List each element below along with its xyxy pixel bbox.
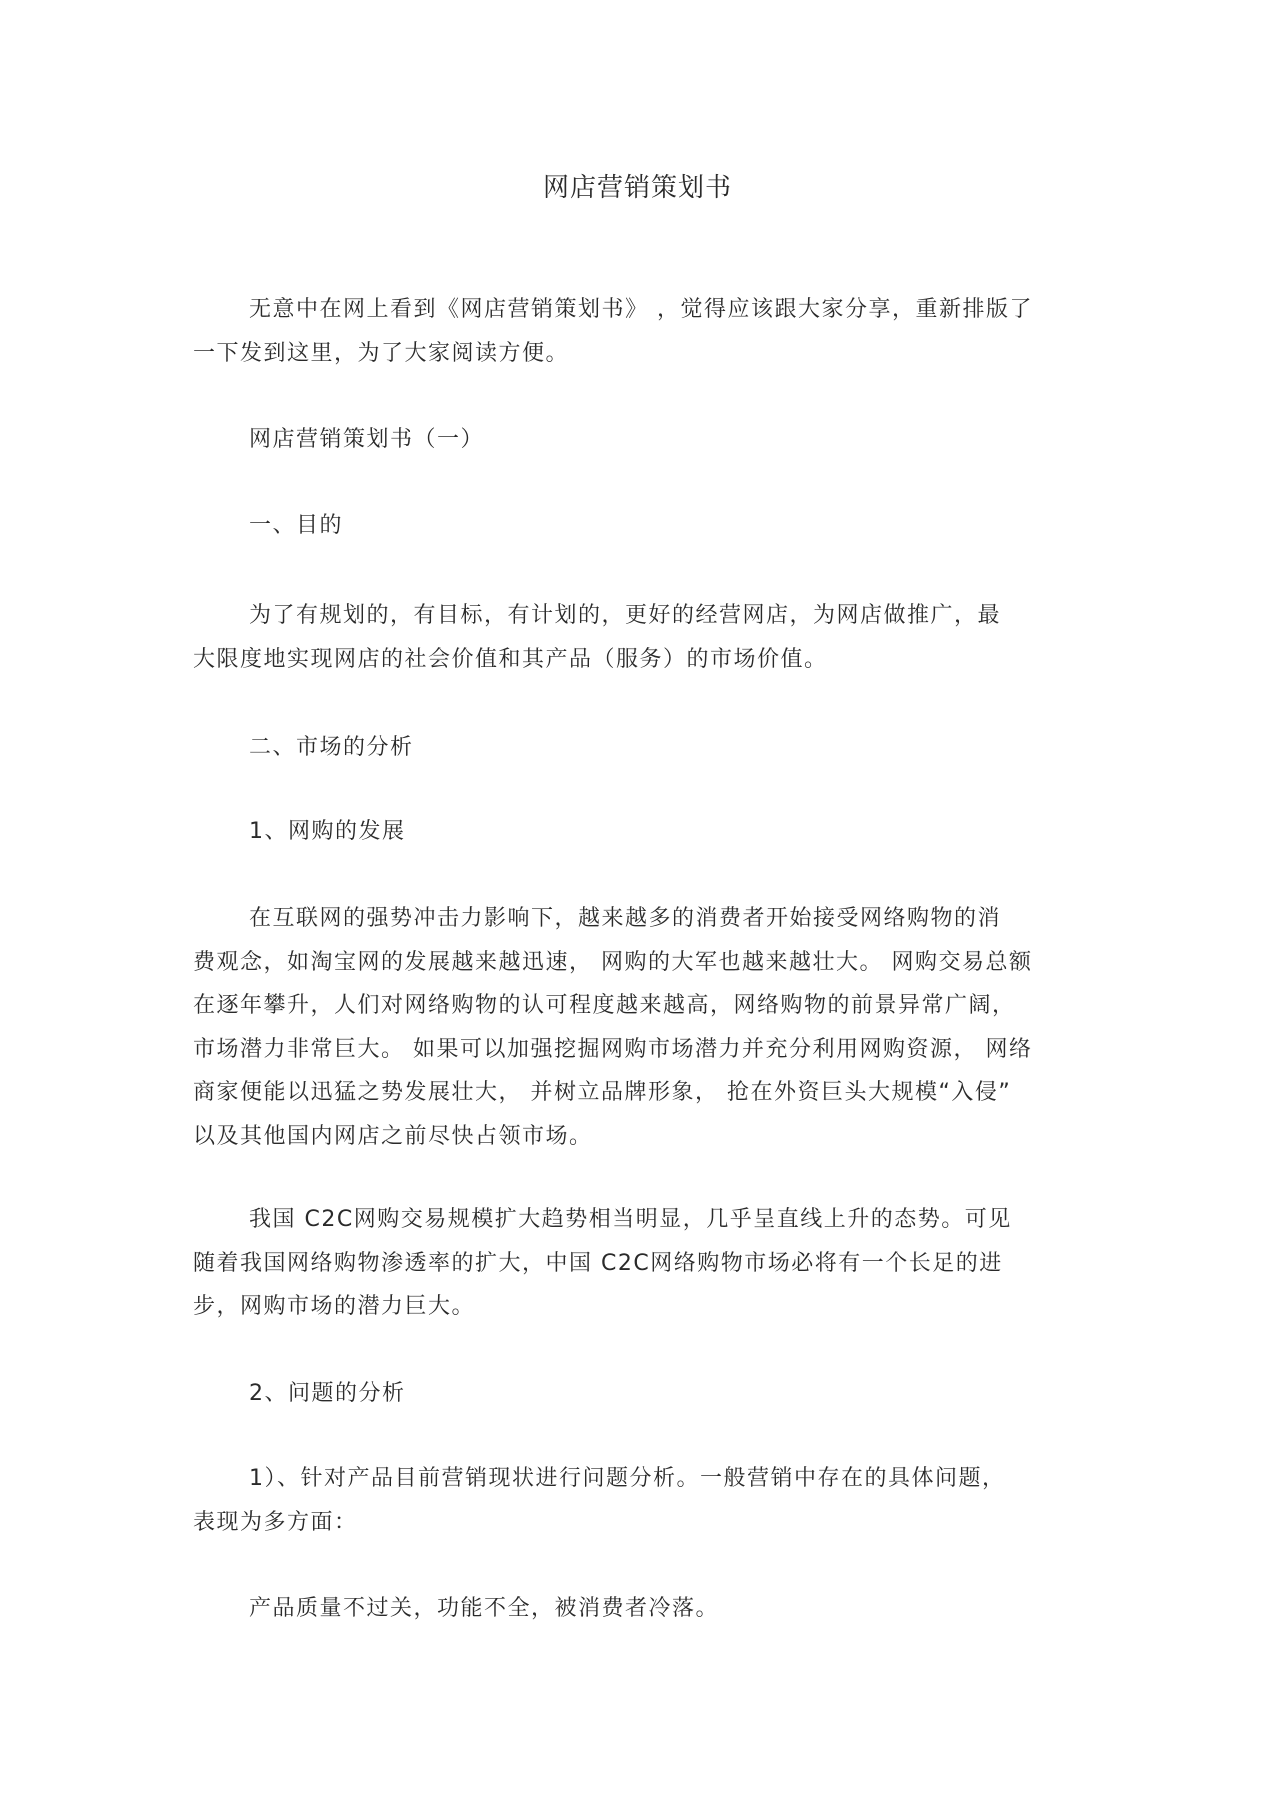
- quality-problem-line: 产品质量不过关，功能不全，被消费者冷落。: [249, 1596, 720, 1621]
- paragraph-line: 费观念，如淘宝网的发展越来越迅速， 网购的大军也越来越壮大。 网购交易总额: [193, 949, 1033, 975]
- section-heading-purpose: 一、目的: [249, 513, 344, 538]
- section-heading-market-analysis: 二、市场的分析: [249, 735, 414, 760]
- paragraph-line: 我国 C2C网购交易规模扩大趋势相当明显，几乎呈直线上升的态势。可见: [249, 1207, 1012, 1232]
- paragraph-line: 随着我国网络购物渗透率的扩大，中国 C2C网络购物市场必将有一个长足的进: [193, 1250, 1003, 1276]
- paragraph-line: 在逐年攀升，人们对网络购物的认可程度越来越高，网络购物的前景异常广阔，: [193, 993, 1016, 1018]
- part-title: 网店营销策划书（一）: [249, 427, 485, 452]
- paragraph-line: 表现为多方面：: [193, 1509, 358, 1535]
- c2c-paragraph: [193, 1198, 1093, 1329]
- subsection-heading-problem: 2、问题的分析: [249, 1381, 406, 1406]
- paragraph-line: 在互联网的强势冲击力影响下，越来越多的消费者开始接受网络购物的消: [249, 906, 1002, 931]
- paragraph-line: 以及其他国内网店之前尽快占领市场。: [193, 1123, 593, 1149]
- paragraph-line: 一下发到这里，为了大家阅读方便。: [193, 340, 570, 366]
- development-paragraph: [193, 897, 1093, 1158]
- paragraph-line: 商家便能以迅猛之势发展壮大， 并树立品牌形象， 抢在外资巨头大规模“入侵”: [193, 1080, 1012, 1105]
- intro-paragraph: [193, 288, 1093, 375]
- paragraph-line: 为了有规划的，有目标，有计划的，更好的经营网店，为网店做推广，最: [249, 603, 1002, 628]
- paragraph-line: 大限度地实现网店的社会价值和其产品（服务）的市场价值。: [193, 646, 828, 672]
- paragraph-line: 市场潜力非常巨大。 如果可以加强挖掘网购市场潜力并充分利用网购资源， 网络: [193, 1036, 1033, 1062]
- purpose-paragraph: [193, 594, 1093, 681]
- problem-paragraph: [193, 1457, 1093, 1544]
- paragraph-line: 步，网购市场的潜力巨大。: [193, 1294, 476, 1319]
- subsection-heading-development: 1、网购的发展: [249, 819, 406, 844]
- paragraph-line: 1）、针对产品目前营销现状进行问题分析。一般营销中存在的具体问题，: [249, 1466, 1006, 1491]
- document-title: 网店营销策划书: [542, 173, 732, 203]
- paragraph-line: 无意中在网上看到《网店营销策划书》 ，觉得应该跟大家分享，重新排版了: [249, 297, 1033, 322]
